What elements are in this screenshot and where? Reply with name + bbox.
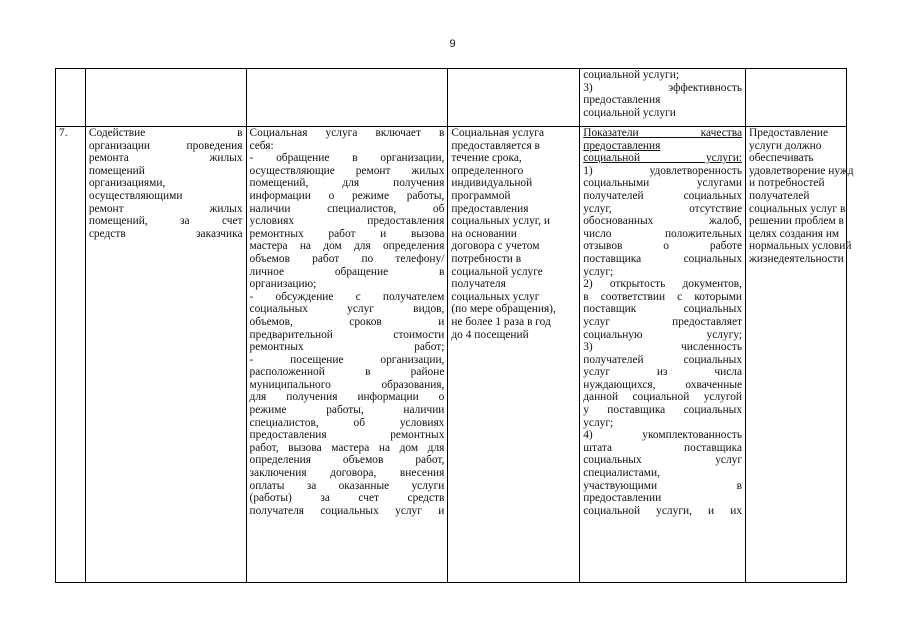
- text-line: 3) численность: [583, 341, 743, 354]
- text-line: на основании: [451, 227, 517, 240]
- text-line: 4) укомплектованность: [583, 429, 743, 442]
- text-line: услуг, отсутствие: [583, 202, 743, 215]
- text-line: до 4 посещений: [451, 328, 529, 341]
- text-line: удовлетворение нужд: [749, 164, 854, 177]
- text-line: ремонтных работ и вызова: [249, 227, 445, 240]
- text-line: (по мере обращения),: [451, 303, 556, 316]
- text-line: расположенной в районе: [249, 366, 445, 379]
- text-line: предоставления: [451, 202, 529, 215]
- cell-description-empty: [246, 69, 448, 127]
- text-line: предоставления ремонтных: [249, 429, 445, 442]
- cell-service-name-empty: [85, 69, 246, 127]
- text-line: услуг;: [583, 265, 614, 278]
- text-line: число положительных: [583, 227, 743, 240]
- text-line: обоснованных жалоб,: [583, 215, 743, 228]
- text-line: индивидуальной: [451, 177, 533, 190]
- text-line: Предоставление: [749, 127, 829, 139]
- text-line: получателя социальных услуг и: [249, 504, 445, 517]
- text-line: 1) удовлетворенность: [583, 164, 743, 177]
- text-line: программой: [451, 189, 511, 202]
- text-line: - обращение в организации,: [249, 152, 445, 165]
- text-line: договора с учетом: [451, 240, 540, 253]
- table-row-7: [56, 127, 847, 583]
- text-line: предоставляется в: [451, 139, 540, 152]
- text-line: заключения договора, внесения: [249, 467, 445, 480]
- text-line: решении проблем в: [749, 215, 844, 228]
- services-table: [55, 68, 854, 583]
- text-line: осуществляющими: [88, 189, 183, 202]
- text-line: социальной услуге: [451, 265, 543, 278]
- cell-conditions: [746, 127, 854, 583]
- text-line: отзывов о работе: [583, 240, 743, 253]
- quality-text: [583, 165, 742, 518]
- text-line: предоставления: [583, 94, 661, 107]
- text-line: нуждающихся, охваченные: [583, 378, 743, 391]
- text-line: социальными услугами: [583, 177, 743, 190]
- text-line: наличии специалистов, об: [249, 202, 445, 215]
- text-line: штата поставщика: [583, 441, 743, 454]
- text-line: у поставщика социальных: [583, 404, 743, 417]
- text-line: Показатели качества: [583, 127, 743, 139]
- text-line: для получения информации о: [249, 391, 445, 404]
- text-line: поставщика социальных: [583, 252, 743, 265]
- text-line: услуг предоставляет: [583, 315, 743, 328]
- text-line: объемов, сроков и: [249, 315, 445, 328]
- text-line: определения объемов работ,: [249, 454, 445, 467]
- cell-term-empty: [448, 69, 580, 127]
- text-line: социальной услуги:: [583, 152, 743, 165]
- description-text: [250, 127, 445, 580]
- text-line: социальных услуг: [583, 454, 743, 467]
- text-line: социальной услуги: [583, 106, 676, 119]
- text-line: осуществляющие ремонт жилых: [249, 164, 445, 177]
- text-line: жизнедеятельности: [749, 252, 844, 265]
- text-line: данной социальной услугой: [583, 391, 743, 404]
- text-line: социальных услуг в: [749, 202, 846, 215]
- text-line: средств заказчика: [88, 227, 243, 240]
- text-line: помещений, для получения: [249, 177, 445, 190]
- table-row-continuation: [56, 69, 847, 127]
- text-line: организации проведения: [88, 139, 243, 152]
- text-line: Содействие в: [88, 127, 243, 139]
- text-line: ремонт жилых: [88, 202, 243, 215]
- text-line: организацию;: [249, 278, 317, 291]
- text-line: Социальная услуга: [451, 127, 545, 139]
- service-name-text: [89, 127, 243, 580]
- text-line: нормальных условий: [749, 240, 852, 253]
- text-line: услуги должно: [749, 139, 822, 152]
- cell-description: [246, 127, 448, 583]
- text-line: специалистами,: [583, 467, 660, 480]
- text-line: Социальная услуга включает в: [249, 127, 445, 139]
- text-line: целях создания им: [749, 227, 840, 240]
- text-line: объемов работ по телефону/: [249, 252, 445, 265]
- text-line: обеспечивать: [749, 152, 814, 165]
- text-line: предварительной стоимости: [249, 328, 445, 341]
- text-line: - посещение организации,: [249, 353, 445, 366]
- text-line: поставщик социальных: [583, 303, 743, 316]
- text-line: получателей: [749, 189, 810, 202]
- text-line: 2) открытость документов,: [583, 278, 743, 291]
- text-line: себя:: [249, 139, 274, 152]
- text-line: 3) эффективность: [583, 81, 743, 94]
- text-line: услуг;: [583, 416, 614, 429]
- text-line: услуг из числа: [583, 366, 743, 379]
- text-line: (работы) за счет средств: [249, 492, 445, 505]
- text-line: условиях предоставления: [249, 215, 445, 228]
- text-line: и потребностей: [749, 177, 825, 190]
- text-line: социальных услуг видов,: [249, 303, 445, 316]
- text-line: помещений, за счет: [88, 215, 243, 228]
- term-text: [451, 127, 576, 580]
- quality-continuation-text: [583, 69, 742, 119]
- text-line: помещений: [88, 164, 145, 177]
- cell-quality: [580, 127, 746, 583]
- text-line: предоставлении: [583, 492, 662, 505]
- text-line: социальной услуги;: [583, 69, 679, 81]
- text-line: социальную услугу;: [583, 328, 743, 341]
- text-line: не более 1 раза в год: [451, 315, 551, 328]
- text-line: ремонтных работ;: [249, 341, 445, 354]
- text-line: в соответствии с которыми: [583, 290, 743, 303]
- text-line: организациями,: [88, 177, 166, 190]
- cell-conditions-empty: [746, 69, 847, 127]
- text-line: получателей социальных: [583, 189, 743, 202]
- text-line: специалистов, об условиях: [249, 416, 445, 429]
- text-line: участвующими в: [583, 479, 743, 492]
- text-line: режиме работы, наличии: [249, 404, 445, 417]
- text-line: течение срока,: [451, 152, 522, 165]
- text-line: социальных услуг, и: [451, 215, 550, 228]
- text-line: мастера на дом для определения: [249, 240, 445, 253]
- text-line: - обсуждение с получателем: [249, 290, 445, 303]
- quality-heading: [583, 127, 742, 165]
- text-line: оплаты за оказанные услуги: [249, 479, 445, 492]
- text-line: потребности в: [451, 252, 522, 265]
- text-line: муниципального образования,: [249, 378, 445, 391]
- text-line: личное обращение в: [249, 265, 445, 278]
- text-line: социальной услуги, и их: [583, 504, 743, 517]
- cell-number-empty: [56, 69, 86, 127]
- text-line: информации о режиме работы,: [249, 189, 445, 202]
- conditions-text: [749, 127, 854, 580]
- text-line: работ, вызова мастера на дом для: [249, 441, 445, 454]
- text-line: получателей социальных: [583, 353, 743, 366]
- row-number: 7.: [59, 127, 68, 139]
- text-line: социальных услуг: [451, 290, 540, 303]
- text-line: предоставления: [583, 139, 661, 152]
- cell-term: [448, 127, 580, 583]
- text-line: получателя: [451, 278, 506, 291]
- cell-quality-continuation: [580, 69, 746, 127]
- cell-service-name: [85, 127, 246, 583]
- cell-row-number: [56, 127, 86, 583]
- page-number: 9: [449, 38, 456, 50]
- text-line: определенного: [451, 164, 524, 177]
- text-line: ремонта жилых: [88, 152, 243, 165]
